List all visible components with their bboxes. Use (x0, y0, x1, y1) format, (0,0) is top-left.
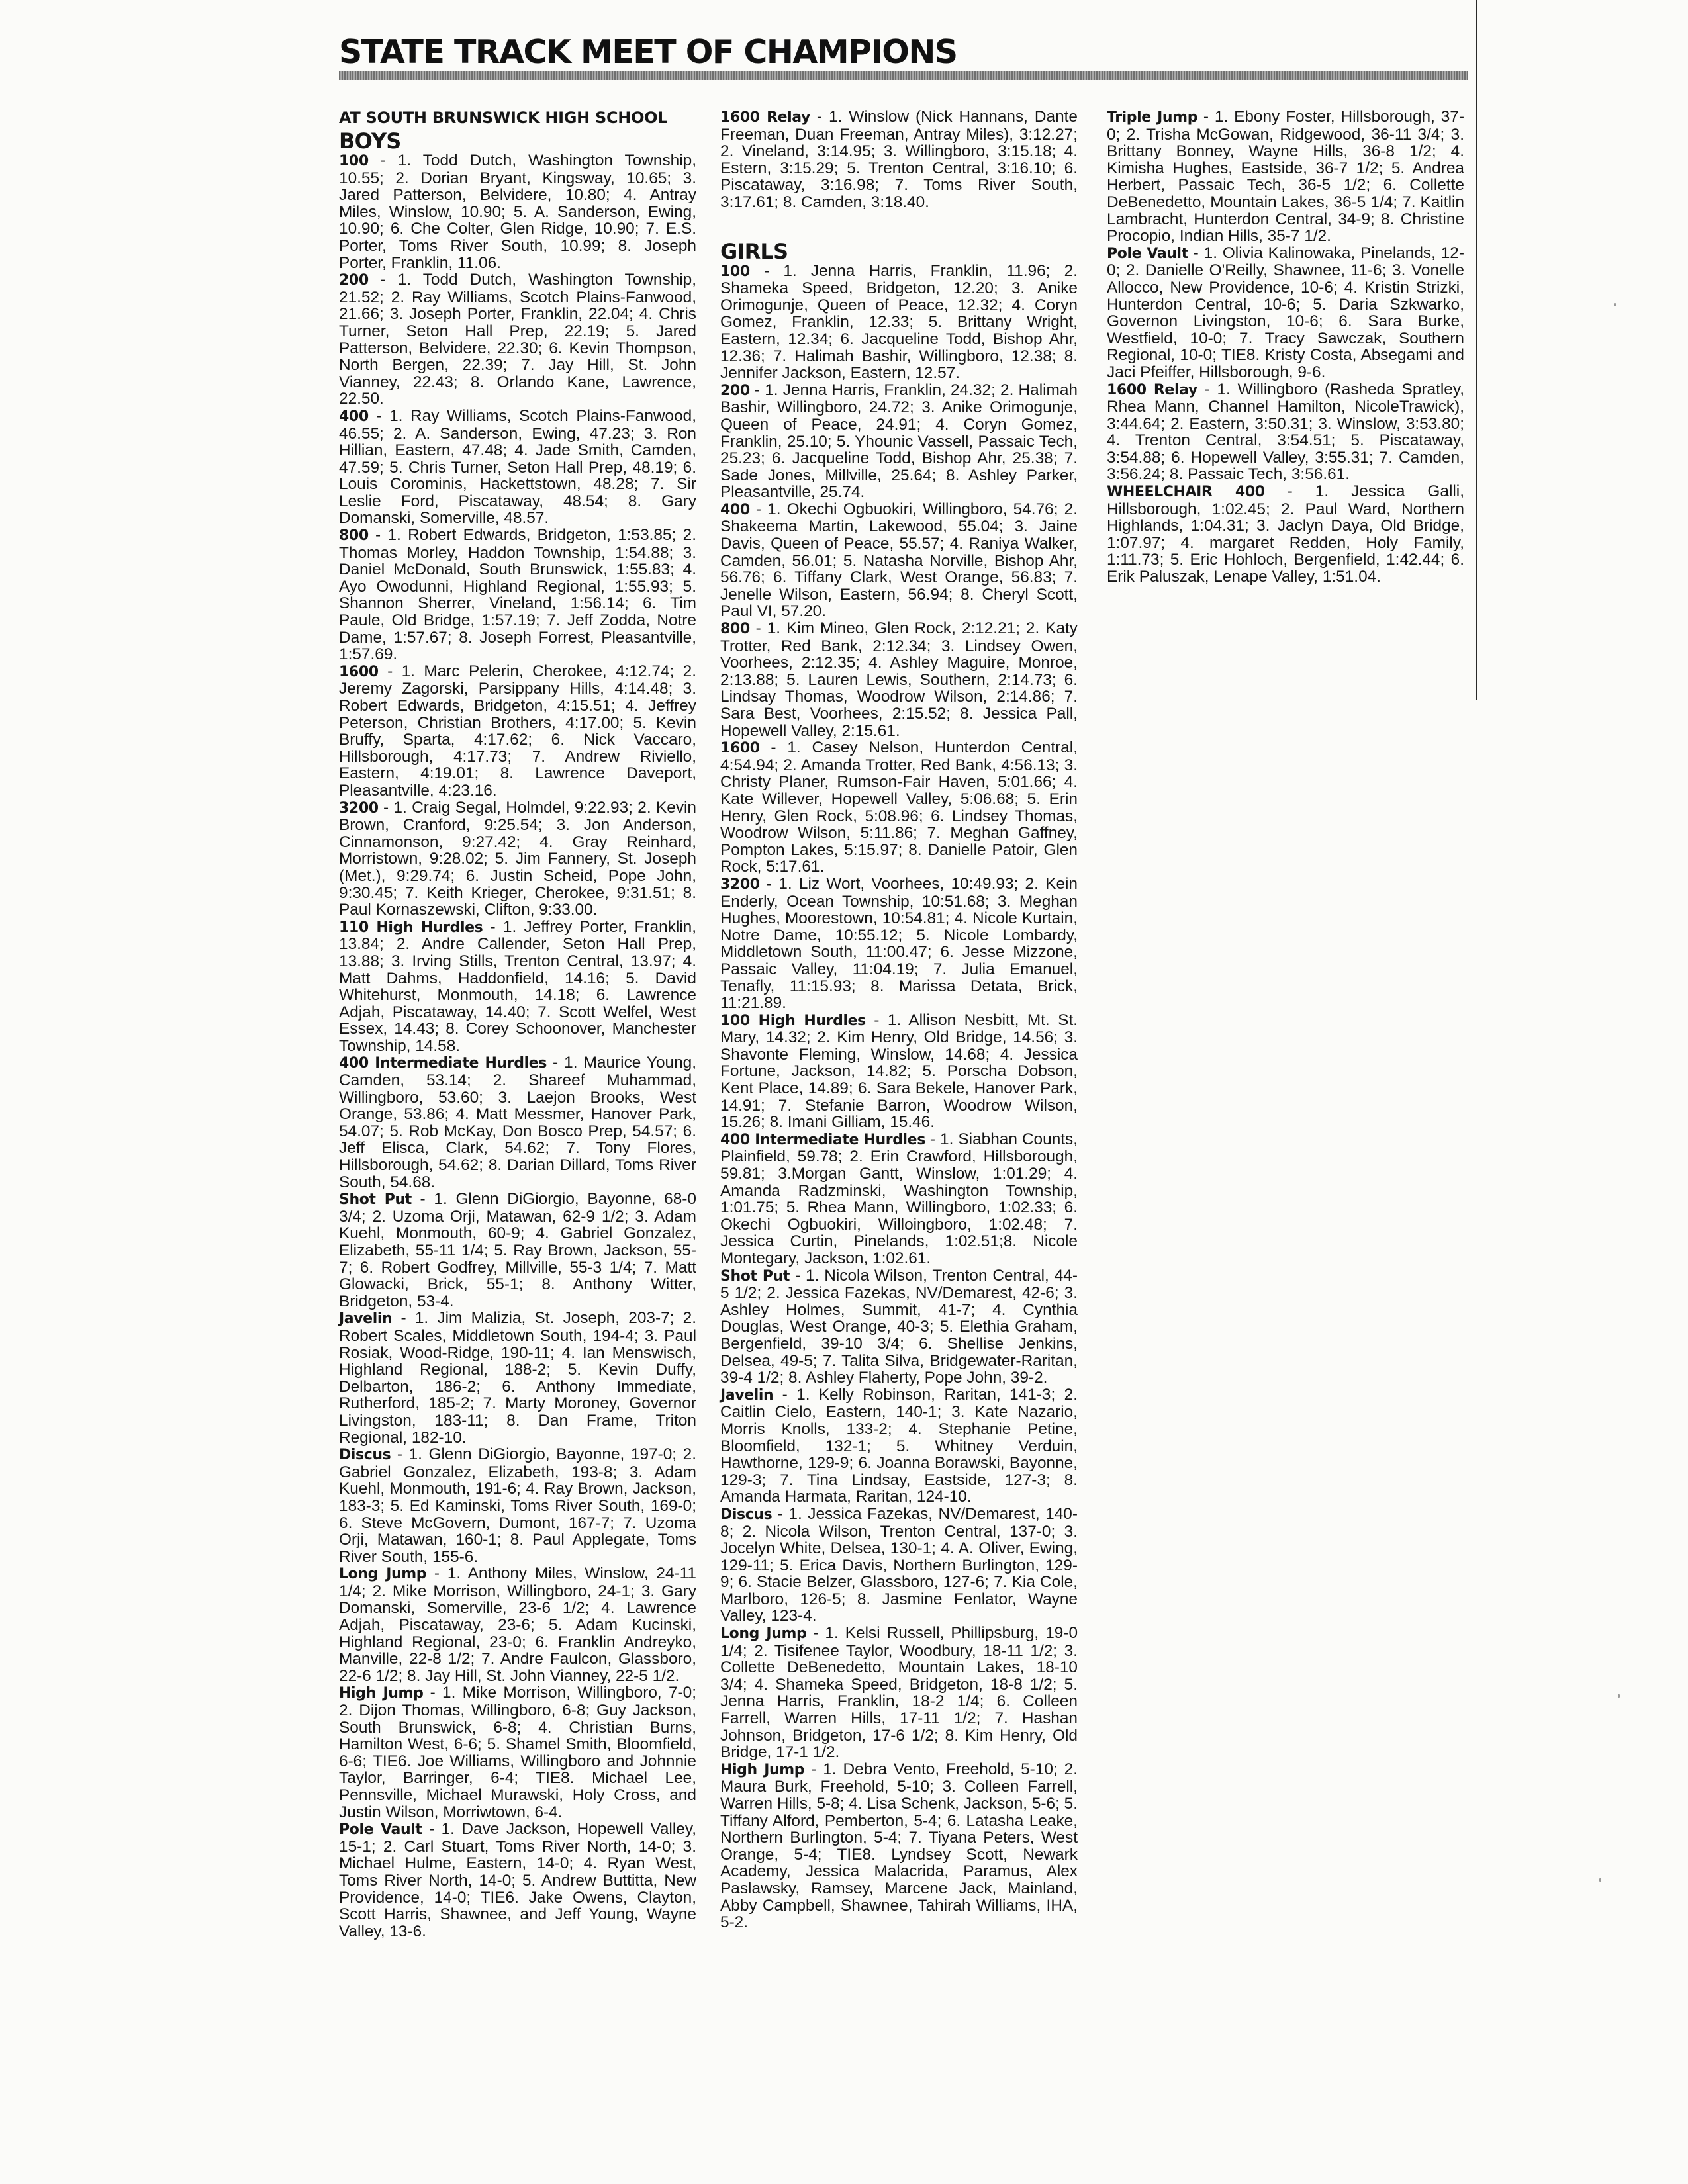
event-name: 400 (720, 501, 750, 518)
event-name: High Jump (720, 1761, 805, 1778)
scan-speck (1614, 303, 1616, 306)
column-2 (720, 109, 1078, 1931)
scan-speck (1599, 1878, 1601, 1882)
headline-rule (339, 71, 1468, 80)
event-name: 1600 Relay (1107, 381, 1197, 398)
event-results: - 1. Dave Jackson, Hopewell Valley, 15-1; 2. Carl Stuart, Toms River North, 14-0; 3. Michael Hulme, Eastern, 14-0; 4. Ryan West, Toms River North, 14-0; 5. Andrew Buttitta, New Providence, 14-0; TIE6. Jake Owens, Clayton, Scott Harris, Shawnee, and Jeff Young, Wayne Valley, 13-6. (339, 1820, 696, 1940)
event-name: 1600 (720, 740, 760, 757)
girls-result-4 (720, 739, 1078, 876)
event-results: - 1. Jim Malizia, St. Joseph, 203-7; 2. Robert Scales, Middletown South, 194-4; 3. Paul Rosiak, Wood-Ridge, 190-11; 4. Ian Menswisch, Highland Regional, 188-2; 5. Kevin Duffy, Delbarton, 186-2; 6. Anthony Immediate, Rutherford, 185-2; 7. Marty Moroney, Governor Livingston, 183-11; 8. Dan Frame, Triton Regional, 182-10. (339, 1309, 696, 1447)
event-name: 100 (720, 263, 750, 280)
girls-result-13 (1107, 109, 1464, 245)
event-results: - 1. Willingboro (Rasheda Spratley, Rhea Mann, Channel Hamilton, NicoleTrawick), 3:44.64; 2. Eastern, 3:50.31; 3. Winslow, 3:53.80; 4. Trenton Central, 3:54.51; 5. Piscataway, 3:54.88; 6. Hopewell Valley, 3:55.31; 7. Camden, 3:56.24; 8. Passaic Tech, 3:56.61. (1107, 380, 1464, 484)
event-name: Javelin (720, 1387, 774, 1404)
girls-result-12 (720, 1761, 1078, 1931)
boys-result-4 (339, 663, 696, 799)
event-results: - 1. Nicola Wilson, Trenton Central, 44-5 1/2; 2. Jessica Fazekas, NV/Demarest, 42-6; 3. Ashley Holmes, Summit, 41-7; 4. Cynthia Douglas, West Orange, 40-3; 5. Elethia Graham, Bergenfield, 39-10 3/4; 6. Shellise Jenkins, Delsea, 49-5; 7. Talita Silva, Bridgewater-Raritan, 39-4 1/2; 8. Ashley Flaherty, Pope John, 39-2. (720, 1266, 1078, 1387)
boys-result-6 (339, 919, 696, 1055)
boys-result-14 (720, 109, 1078, 211)
boys-result-8 (339, 1191, 696, 1310)
column-3 (1107, 109, 1464, 586)
event-results: - 1. Jessica Galli, Hillsborough, 1:02.45; 2. Paul Ward, Northern Highlands, 1:04.31; 3. Jaclyn Daya, Old Bridge, 1:07.97; 4. margaret Redden, Holy Family, 1:11.73; 5. Eric Hohloch, Bergenfield, 1:42.44; 6. Erik Paluszak, Lenape Valley, 1:51.04. (1107, 482, 1464, 586)
girls-result-7 (720, 1131, 1078, 1267)
girls-result-16 (1107, 483, 1464, 586)
event-name: 400 Intermediate Hurdles (720, 1131, 925, 1148)
event-results: - 1. Ebony Foster, Hillsborough, 37-0; 2. Trisha McGowan, Ridgewood, 36-11 3/4; 3. Brittany Bonney, Wayne Hills, 36-8 1/2; 4. Kimisha Hughes, Eastside, 36-7 1/2; 5. Andrea Herbert, Passaic Tech, 36-5 1/2; 6. Collette DeBenedetto, Mountain Lakes, 36-5 1/4; 7. Kaitlin Lambracht, Hunterdon Central, 34-9; 8. Christine Procopio, Indian Hills, 35-7 1/2. (1107, 108, 1464, 246)
event-results: - 1. Maurice Young, Camden, 53.14; 2. Shareef Muhammad, Willingboro, 53.60; 3. Laejon Brooks, West Orange, 53.86; 4. Matt Messmer, Hanover Park, 54.07; 5. Rob McKay, Don Bosco Prep, 54.57; 6. Jeff Elisca, Clark, 54.62; 7. Tony Flores, Hillsborough, 54.62; 8. Darian Dillard, Toms River South, 54.68. (339, 1054, 696, 1191)
girls-result-2 (720, 501, 1078, 620)
event-results: - 1. Craig Segal, Holmdel, 9:22.93; 2. Kevin Brown, Cranford, 9:25.54; 3. Jon Anderson, Cinnamonson, 9:27.42; 4. Gray Reinhard, Morristown, 9:28.02; 5. Jim Fannery, St. Joseph (Met.), 9:29.74; 6. Justin Scheid, Pope John, 9:30.45; 7. Keith Krieger, Cherokee, 9:31.51; 8. Paul Kornaszewski, Clifton, 9:33.00. (339, 798, 696, 919)
event-name: 1600 (339, 663, 379, 680)
event-name: 110 High Hurdles (339, 919, 483, 936)
event-name: 1600 Relay (720, 109, 810, 126)
boys-result-2 (339, 408, 696, 527)
girls-result-6 (720, 1012, 1078, 1131)
event-name: 3200 (339, 799, 379, 817)
event-name: Triple Jump (1107, 109, 1198, 126)
girls-heading: GIRLS (720, 238, 788, 264)
event-results: - 1. Jenna Harris, Franklin, 11.96; 2. Shameka Speed, Bridgeton, 12.20; 3. Anike Orimogunje, Queen of Peace, 12.32; 4. Coryn Gomez, Franklin, 12.33; 5. Brittany Wright, Eastern, 12.34; 6. Jacqueline Todd, Bishop Ahr, 12.36; 7. Halimah Bashir, Willingboro, 12.38; 8. Jennifer Jackson, Eastern, 12.57. (720, 261, 1078, 383)
event-name: 100 High Hurdles (720, 1012, 866, 1029)
event-results: - 1. Debra Vento, Freehold, 5-10; 2. Maura Burk, Freehold, 5-10; 3. Colleen Farrell, Warren Hills, 5-8; 4. Lisa Schenk, Jackson, 5-6; 5. Tiffany Alford, Pemberton, 5-4; 6. Latasha Leake, Northern Burlington, 5-4; 7. Tiyana Peters, West Orange, 5-4; TIE8. Lyndsey Scott, Newark Academy, Jessica Malacrida, Paramus, Alex Paslawsky, Ramsey, Marcene Jack, Mainland, Abby Campbell, Shawnee, Tahirah Williams, IHA, 5-2. (720, 1760, 1078, 1932)
girls-result-8 (720, 1267, 1078, 1387)
event-name: Long Jump (720, 1625, 807, 1643)
event-name: 800 (720, 621, 750, 638)
girls-result-15 (1107, 381, 1464, 484)
girls-result-9 (720, 1387, 1078, 1506)
event-results: - 1. Anthony Miles, Winslow, 24-11 1/4; 2. Mike Morrison, Willingboro, 24-1; 3. Gary Domanski, Somerville, 23-6 1/2; 4. Lawrence Adjah, Piscataway, 23-6; 5. Adam Kucinski, Highland Regional, 23-0; 6. Franklin Andreyko, Manville, 22-8 1/2; 7. Andre Faulcon, Glassboro, 22-6 1/2; 8. Jay Hill, St. John Vianney, 22-5 1/2. (339, 1565, 696, 1685)
event-name: 200 (720, 382, 750, 399)
headline: STATE TRACK MEET OF CHAMPIONS (339, 33, 957, 71)
event-name: Discus (339, 1447, 391, 1464)
event-name: WHEELCHAIR 400 (1107, 484, 1265, 501)
girls-result-1 (720, 382, 1078, 501)
event-results: - 1. Jeffrey Porter, Franklin, 13.84; 2. Andre Callender, Seton Hall Prep, 13.88; 3. Irving Stills, Trenton Central, 13.97; 4. Matt Dahms, Haddonfield, 14.16; 5. David Whitehurst, Monmouth, 14.18; 6. Lawrence Adjah, Piscataway, 14.40; 7. Scott Welfel, West Essex, 14.43; 8. Corey Schoonover, Manchester Township, 14.58. (339, 917, 697, 1055)
boys-result-9 (339, 1310, 696, 1446)
girls-result-0 (720, 263, 1078, 382)
event-results: - 1. Glenn DiGiorgio, Bayonne, 197-0; 2. Gabriel Gonzalez, Elizabeth, 193-8; 3. Adam Kuehl, Monmouth, 191-6; 4. Ray Brown, Jackson, 183-3; 5. Ed Kaminski, Toms River South, 169-0; 6. Steve McGovern, Dumont, 167-7; 7. Uzoma Orji, Matawan, 160-1; 8. Paul Applegate, Toms River South, 155-6. (339, 1445, 696, 1566)
column-1 (339, 109, 696, 1940)
event-results: - 1. Marc Pelerin, Cherokee, 4:12.74; 2. Jeremy Zagorski, Parsippany Hills, 4:14.48; 3. Robert Edwards, Bridgeton, 4:15.51; 4. Jeffrey Peterson, Christian Brothers, 4:17.00; 5. Kevin Bruffy, Sparta, 4:17.62; 6. Nick Vaccaro, Hillsborough, 4:17.73; 7. Andrew Riviello, Eastern, 4:19.01; 8. Lawrence Daveport, Pleasantville, 4:23.16. (339, 662, 696, 799)
column-rule (1476, 0, 1477, 700)
event-results: - 1. Todd Dutch, Washington Township, 21.52; 2. Ray Williams, Scotch Plains-Fanwood, 21.66; 3. Joseph Porter, Franklin, 22.04; 4. Chris Turner, Seton Hall Prep, 22.19; 5. Jared Patterson, Belvidere, 22.30; 6. Kevin Thompson, North Bergen, 22.39; 7. Jay Hill, St. John Vianney, 22.43; 8. Orlando Kane, Lawrence, 22.50. (339, 271, 696, 408)
boys-result-7 (339, 1054, 696, 1191)
event-name: Shot Put (720, 1267, 790, 1285)
event-results: - 1. Kim Mineo, Glen Rock, 2:12.21; 2. Katy Trotter, Red Bank, 2:12.34; 3. Lindsey Owen, Voorhees, 2:12.35; 4. Ashley Maguire, Monroe, 2:13.88; 5. Lauren Lewis, Southern, 2:14.73; 6. Lindsay Thomas, Woodrow Wilson, 2:14.86; 7. Sara Best, Voorhees, 2:15.52; 8. Jessica Pall, Hopewell Valley, 2:15.61. (720, 619, 1078, 740)
event-name: 100 (339, 153, 369, 169)
boys-heading: BOYS (339, 128, 401, 154)
event-results: - 1. Kelsi Russell, Phillipsburg, 19-0 1/4; 2. Tisifenee Taylor, Woodbury, 18-11 1/2; 3. Collette DeBenedetto, Mountain Lakes, 18-10 3/4; 4. Shameka Speed, Bridgeton, 18-8 1/2; 5. Jenna Harris, Franklin, 18-2 1/4; 6. Colleen Farrell, Warren Hills, 17-11 1/2; 7. Hashan Johnson, Bridgeton, 17-6 1/2; 8. Kim Henry, Old Bridge, 17-1 1/2. (720, 1624, 1078, 1762)
event-results: - 1. Jenna Harris, Franklin, 24.32; 2. Halimah Bashir, Willingboro, 24.72; 3. Anike Orimogunje, Queen of Peace, 24.91; 4. Coryn Gomez, Franklin, 25.10; 5. Yhounic Vassell, Passaic Tech, 25.23; 6. Jacqueline Todd, Bishop Ahr, 25.38; 7. Sade Jones, Millville, 25.64; 8. Ashley Parker, Pleasantville, 25.74. (720, 381, 1078, 502)
event-results: - 1. Ray Williams, Scotch Plains-Fanwood, 46.55; 2. A. Sanderson, Ewing, 47.23; 3. Ron Hillian, Eastern, 47.48; 4. Jade Smith, Camden, 47.59; 5. Chris Turner, Seton Hall Prep, 48.19; 6. Louis Corominis, Hackettstown, 48.28; 7. Sir Leslie Ford, Piscataway, 48.54; 8. Gary Domanski, Somerville, 48.57. (339, 406, 696, 527)
event-results: - 1. Siabhan Counts, Plainfield, 59.78; 2. Erin Crawford, Hillsborough, 59.81; 3.Morgan Gantt, Winslow, 1:01.29; 4. Amanda Radzminski, Washington Township, 1:01.75; 5. Rhea Mann, Willingboro, 1:02.33; 6. Okechi Ogbuokiri, Willoingboro, 1:02.48; 7. Jessica Curtin, Pinelands, 1:02.51;8. Nicole Montegary, Jackson, 1:02.61. (720, 1130, 1078, 1267)
boys-result-1 (339, 271, 696, 408)
event-results: - 1. Okechi Ogbuokiri, Willingboro, 54.76; 2. Shakeema Martin, Lakewood, 55.04; 3. Jaine Davis, Queen of Peace, 55.57; 4. Raniya Walker, Camden, 56.01; 5. Natasha Norville, Bishop Ahr, 56.76; 6. Tiffany Clark, West Orange, 56.83; 7. Jenelle Wilson, Eastern, 56.94; 8. Cheryl Scott, Paul VI, 57.20. (720, 500, 1078, 621)
event-name: Pole Vault (339, 1821, 422, 1839)
event-results: - 1. Kelly Robinson, Raritan, 141-3; 2. Caitlin Cielo, Eastern, 140-1; 3. Kate Nazario, Morris Knolls, 133-2; 4. Stephanie Petine, Bloomfield, 132-1; 5. Whitney Verduin, Hawthorne, 129-9; 6. Joanna Borawski, Bayonne, 129-3; 7. Tina Lindsay, Eastside, 127-3; 8. Amanda Harmata, Raritan, 124-10. (720, 1385, 1078, 1506)
event-name: 200 (339, 272, 369, 289)
event-results: - 1. Liz Wort, Voorhees, 10:49.93; 2. Kein Enderly, Ocean Township, 10:51.68; 3. Meghan Hughes, Moorestown, 10:54.81; 4. Nicole Kurtain, Notre Dame, 10:55.12; 5. Nicole Lombardy, Middletown South, 11:00.47; 6. Jesse Mizzone, Passaic Valley, 11:04.19; 7. Julia Emanuel, Tenafly, 11:15.93; 8. Marissa Detata, Brick, 11:21.89. (720, 874, 1078, 1013)
event-results: - 1. Casey Nelson, Hunterdon Central, 4:54.94; 2. Amanda Trotter, Red Bank, 4:56.13; 3. Christy Planer, Rumson-Fair Haven, 5:01.66; 4. Kate Willever, Hopewell Valley, 5:06.68; 5. Erin Henry, Glen Rock, 5:08.96; 6. Lindsey Thomas, Woodrow Wilson, 5:11.86; 7. Meghan Gaffney, Pompton Lakes, 5:15.97; 8. Danielle Patoir, Glen Rock, 5:17.61. (720, 739, 1078, 876)
event-results: - 1. Winslow (Nick Hannans, Dante Freeman, Duan Freeman, Antray Miles), 3:12.27; 2. Vineland, 3:14.95; 3. Willingboro, 3:15.18; 4. Estern, 3:15.29; 5. Trenton Central, 3:16.10; 6. Piscataway, 3:16.98; 7. Toms River South, 3:17.61; 8. Camden, 3:18.40. (720, 108, 1078, 211)
event-results: - 1. Glenn DiGiorgio, Bayonne, 68-0 3/4; 2. Uzoma Orji, Matawan, 62-9 1/2; 3. Adam Kuehl, Monmouth, 60-9; 4. Gabriel Gonzalez, Elizabeth, 55-11 1/4; 5. Ray Brown, Jackson, 55-7; 6. Robert Godfrey, Millville, 55-3 1/4; 7. Matt Glowacki, Brick, 55-1; 8. Anthony Witter, Bridgeton, 53-4. (339, 1190, 696, 1310)
scan-speck (1618, 1694, 1620, 1698)
event-name: 800 (339, 527, 369, 545)
location-kicker: AT SOUTH BRUNSWICK HIGH SCHOOL (339, 109, 668, 127)
event-name: 400 (339, 408, 369, 425)
event-name: Javelin (339, 1310, 393, 1328)
event-name: Pole Vault (1107, 245, 1188, 262)
boys-result-10 (339, 1446, 696, 1565)
event-name: 3200 (720, 876, 760, 893)
event-results: - 1. Jessica Fazekas, NV/Demarest, 140-8; 2. Nicola Wilson, Trenton Central, 137-0; 3. Jocelyn White, Delsea, 130-1; 4. A. Oliver, Ewing, 129-11; 5. Erica Davis, Northern Burlington, 129-9; 6. Stacie Belzer, Glassboro, 127-6; 7. Kia Cole, Marlboro, 126-5; 8. Jasmine Fenlator, Wayne Valley, 123-4. (720, 1504, 1078, 1625)
boys-result-5 (339, 799, 696, 919)
boys-result-11 (339, 1565, 696, 1684)
event-results: - 1. Todd Dutch, Washington Township, 10.55; 2. Dorian Bryant, Kingsway, 10.65; 3. Jared Patterson, Belvidere, 10.80; 4. Antray Miles, Winslow, 10.90; 5. A. Sanderson, Ewing, 10.90; 6. Che Colter, Glen Ridge, 10.90; 7. E.S. Porter, Toms River South, 10.99; 8. Joseph Porter, Franklin, 11.06. (339, 152, 696, 272)
event-results: - 1. Allison Nesbitt, Mt. St. Mary, 14.32; 2. Kim Henry, Old Bridge, 14.56; 3. Shavonte Fleming, Winslow, 14.68; 4. Jessica Fortune, Jackson, 14.82; 5. Porscha Dobson, Kent Place, 14.89; 6. Sara Bekele, Hanover Park, 14.91; 7. Stefanie Barron, Woodrow Wilson, 15.26; 8. Imani Gilliam, 15.46. (720, 1011, 1078, 1132)
event-results: - 1. Robert Edwards, Bridgeton, 1:53.85; 2. Thomas Morley, Haddon Township, 1:54.88; 3. Daniel McDonald, South Brunswick, 1:55.83; 4. Ayo Owodunni, Highland Regional, 1:55.93; 5. Shannon Sherrer, Vineland, 1:56.14; 6. Tim Paule, Old Bridge, 1:57.19; 7. Jeff Zodda, Notre Dame, 1:57.67; 8. Joseph Forrest, Pleasantville, 1:57.69. (339, 526, 696, 664)
event-name: 400 Intermediate Hurdles (339, 1055, 547, 1072)
boys-result-0 (339, 152, 696, 271)
boys-result-3 (339, 527, 696, 663)
event-results: - 1. Mike Morrison, Willingboro, 7-0; 2. Dijon Thomas, Willingboro, 6-8; Guy Jackson, South Brunswick, 6-8; 4. Christian Burns, Hamilton West, 6-6; 5. Shamel Smith, Bloomfield, 6-6; TIE6. Joe Williams, Willingboro and Johnnie Taylor, Barringer, 6-4; TIE8. Michael Lee, Pennsville, Michael Murawski, Holy Cross, and Justin Wilson, Morriwtown, 6-4. (339, 1684, 696, 1821)
girls-result-14 (1107, 245, 1464, 381)
event-name: Discus (720, 1506, 773, 1523)
girls-result-11 (720, 1625, 1078, 1761)
event-name: Shot Put (339, 1191, 412, 1208)
event-name: Long Jump (339, 1566, 427, 1583)
girls-result-5 (720, 876, 1078, 1012)
boys-result-12 (339, 1684, 696, 1821)
event-results: - 1. Olivia Kalinowaka, Pinelands, 12-0; 2. Danielle O'Reilly, Shawnee, 11-6; 3. Vonelle Allocco, New Providence, 10-6; 4. Kristin Strizki, Hunterdon Central, 10-6; 5. Daria Szkwarko, Governon Livingston, 10-6; 6. Sara Burke, Westfield, 10-0; 7. Tracy Sawczak, Southern Regional, 10-0; TIE8. Kristy Costa, Absegami and Jaci Pfeiffer, Hillsborough, 9-6. (1107, 244, 1464, 381)
girls-result-10 (720, 1506, 1078, 1625)
boys-result-13 (339, 1821, 696, 1940)
event-name: High Jump (339, 1685, 424, 1702)
girls-result-3 (720, 620, 1078, 739)
